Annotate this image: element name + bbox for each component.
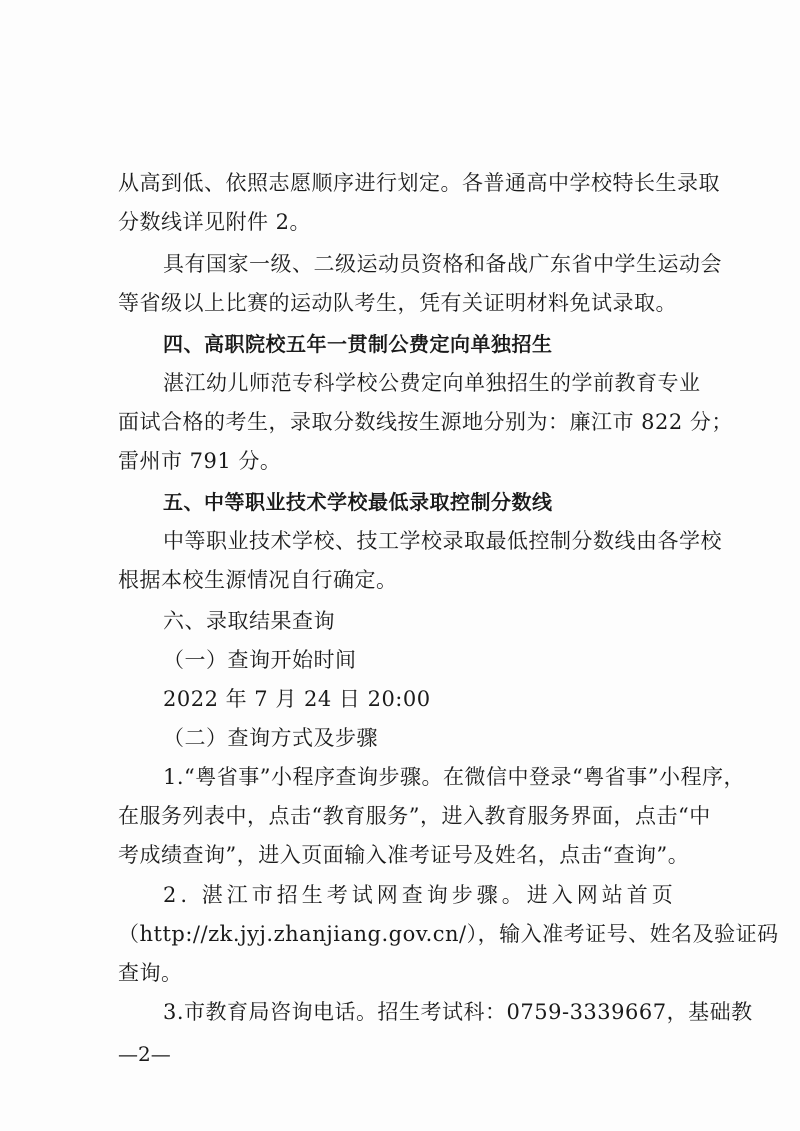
page-number: —2— (118, 1042, 171, 1066)
paragraph-line: 考成绩查询”，进入页面输入准考证号及姓名，点击“查询”。 (118, 843, 690, 867)
paragraph-line: 等省级以上比赛的运动队考生，凭有关证明材料免试录取。 (118, 291, 677, 315)
paragraph-line: 雷州市 791 分。 (118, 449, 282, 473)
paragraph-line: 分数线详见附件 2。 (118, 210, 312, 234)
paragraph-line: 查询。 (118, 961, 183, 985)
paragraph-line: 从高到低、依照志愿顺序进行划定。各普通高中学校特长生录取 (118, 171, 720, 195)
paragraph-line: 根据本校生源情况自行确定。 (118, 568, 398, 592)
subsection-heading: （二）查询方式及步骤 (163, 726, 378, 750)
query-start-time: 2022 年 7 月 24 日 20:00 (163, 687, 431, 711)
section-heading-5: 五、中等职业技术学校最低录取控制分数线 (163, 490, 553, 514)
paragraph-line: 具有国家一级、二级运动员资格和备战广东省中学生运动会 (163, 252, 722, 276)
paragraph-line: 湛江幼儿师范专科学校公费定向单独招生的学前教育专业 (163, 371, 701, 395)
paragraph-line: 1.“粤省事”小程序查询步骤。在微信中登录“粤省事”小程序， (163, 765, 745, 789)
section-heading-4: 四、高职院校五年一贯制公费定向单独招生 (163, 332, 553, 356)
paragraph-line: 在服务列表中，点击“教育服务”，进入教育服务界面，点击“中 (118, 804, 711, 828)
paragraph-line: 3.市教育局咨询电话。招生考试科：0759-3339667，基础教 (163, 1000, 753, 1024)
section-heading-6: 六、录取结果查询 (163, 609, 335, 633)
subsection-heading: （一）查询开始时间 (163, 648, 357, 672)
paragraph-line: 面试合格的考生，录取分数线按生源地分别为：廉江市 822 分； (118, 410, 733, 434)
paragraph-line: 中等职业技术学校、技工学校录取最低控制分数线由各学校 (163, 529, 722, 553)
paragraph-line: （http://zk.jyj.zhanjiang.gov.cn/），输入准考证号、姓名及验证码 (118, 922, 779, 946)
paragraph-line: 2. 湛江市招生考试网查询步骤。进入网站首页 (163, 883, 677, 907)
